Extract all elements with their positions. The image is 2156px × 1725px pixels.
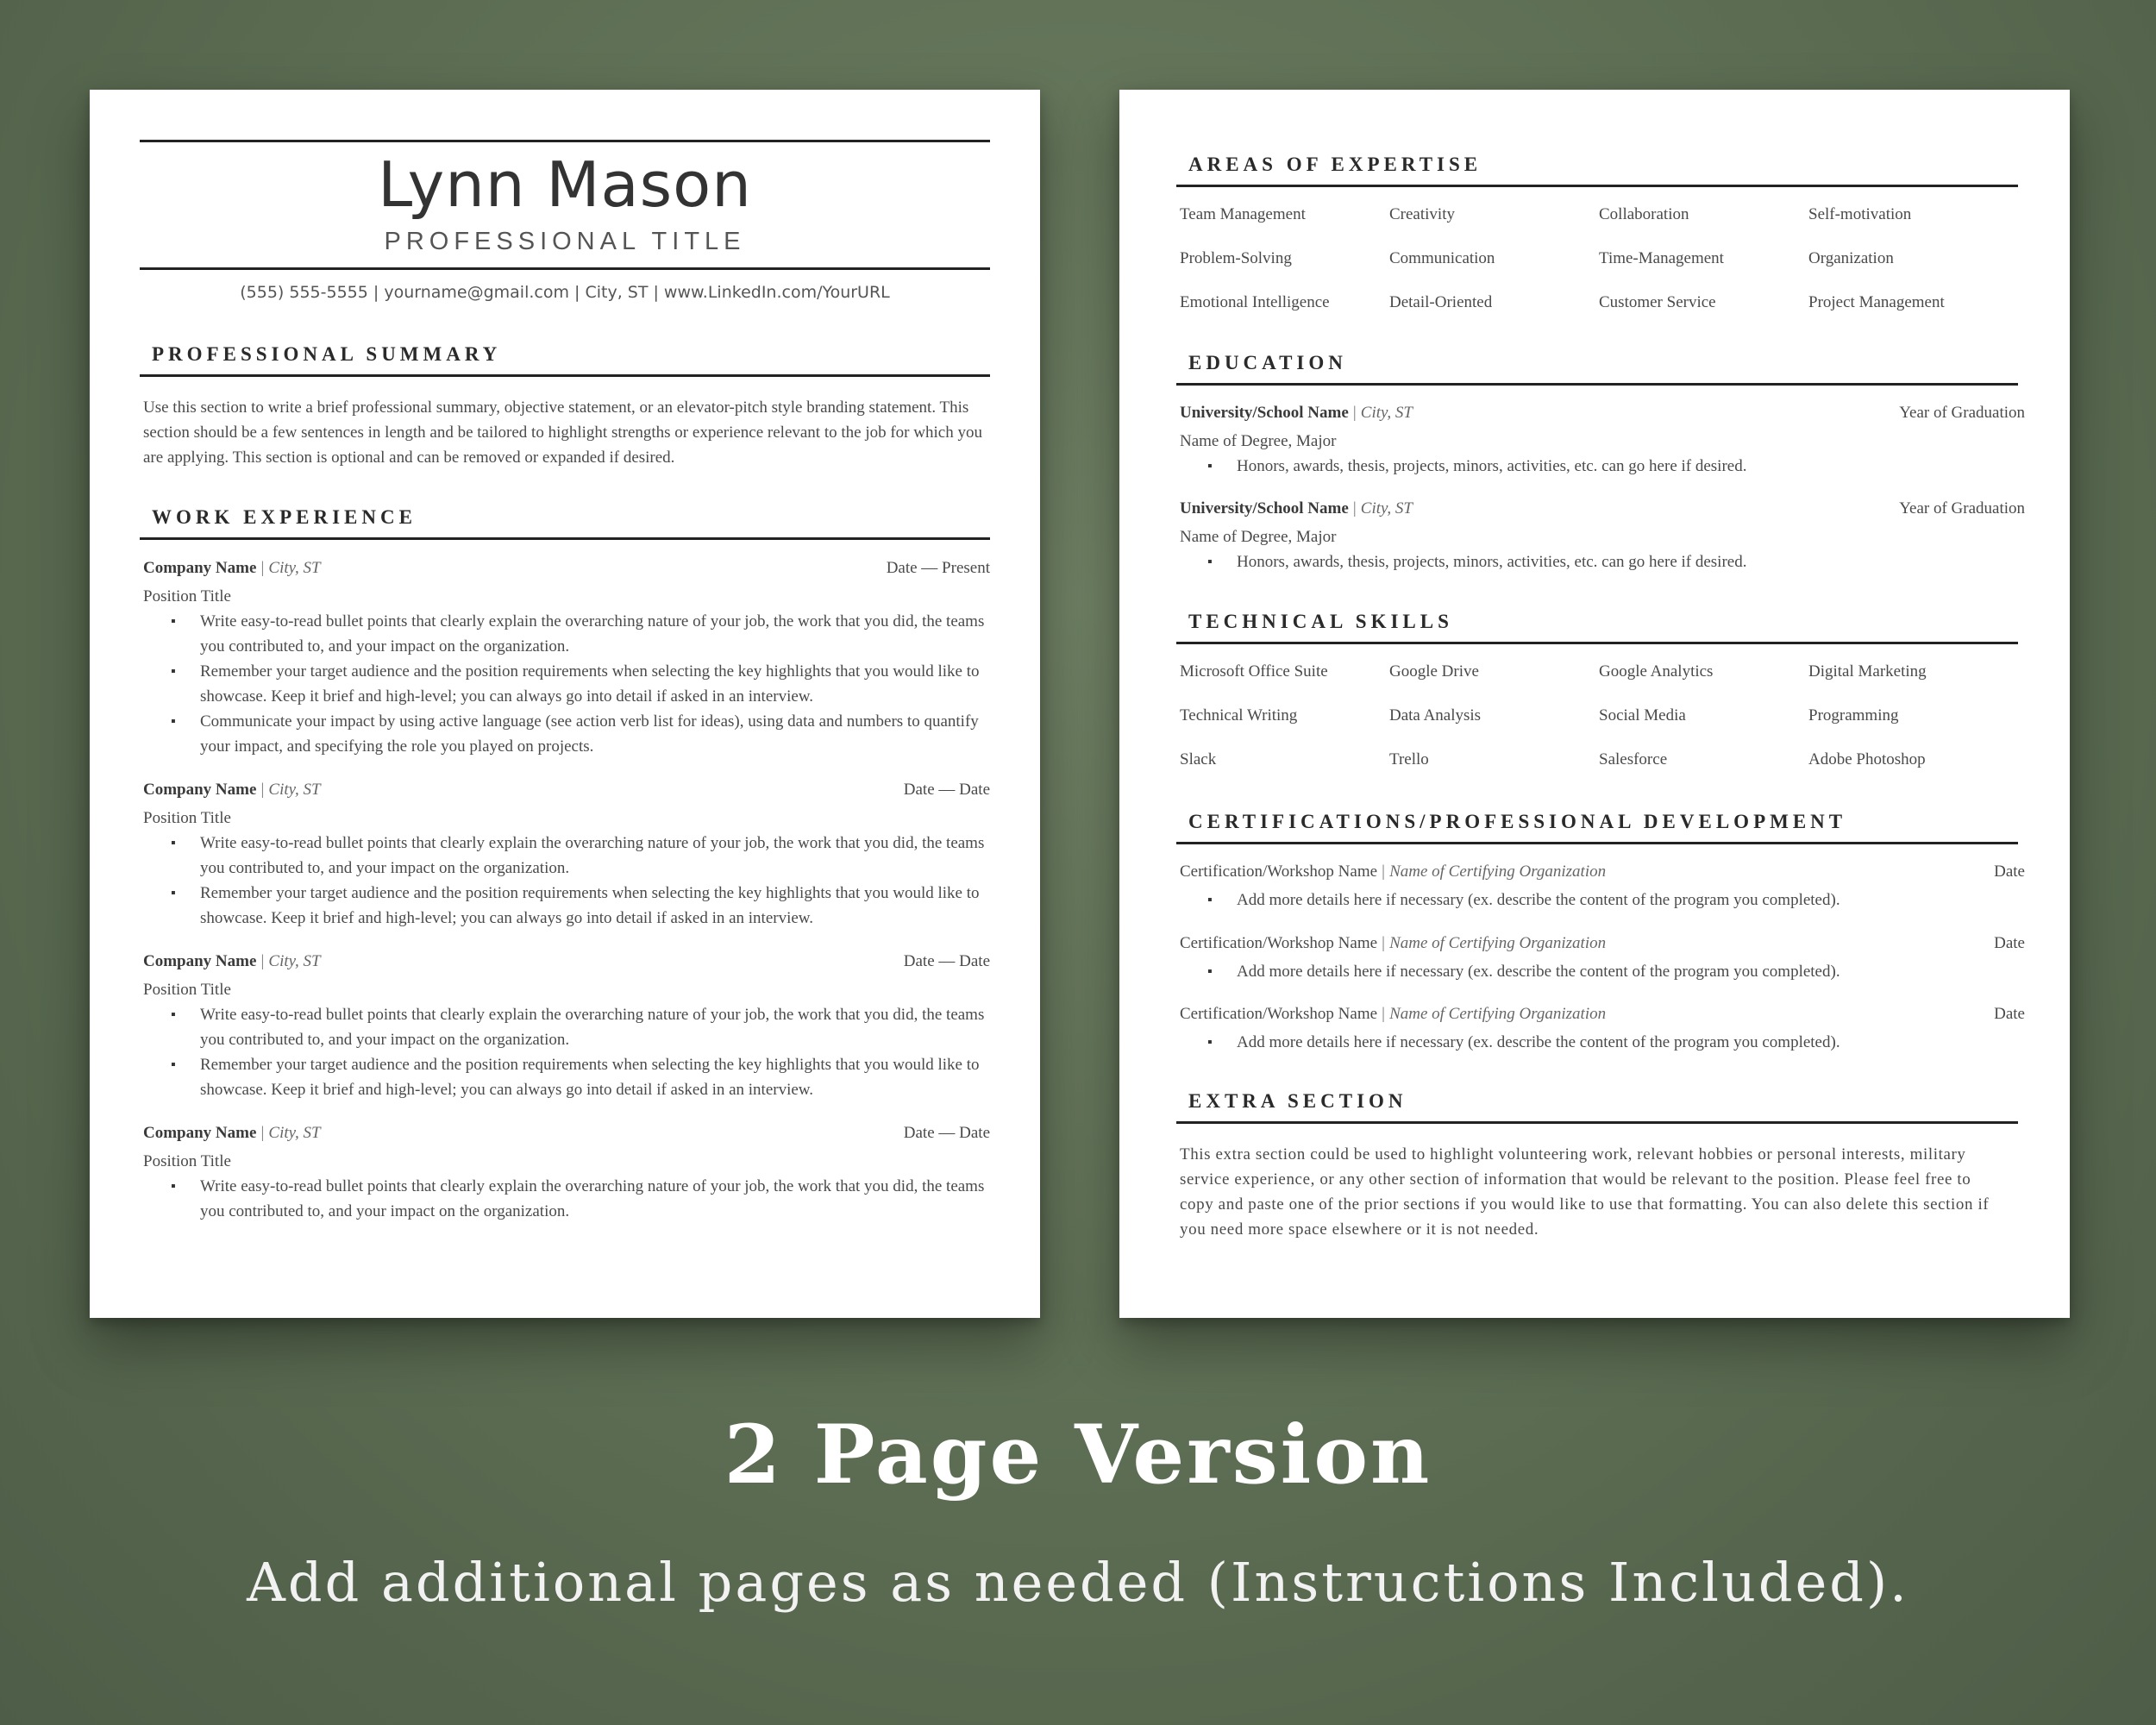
- degree: Name of Degree, Major: [1180, 432, 1337, 450]
- education-entry: [1180, 499, 2025, 574]
- certification-bullet: ▪ Add more details here if necessary (ex. describe the content of the program you completed).: [1237, 1030, 2030, 1055]
- work-rule: [140, 537, 990, 540]
- certification-bullet: ▪ Add more details here if necessary (ex. describe the content of the program you completed).: [1237, 888, 2030, 913]
- separator: |: [1352, 404, 1357, 422]
- header-top-rule: [140, 140, 990, 142]
- job-entry: [143, 559, 990, 759]
- job-date: Date — Date: [903, 952, 990, 970]
- education-bullets: [1180, 454, 2025, 479]
- certification-bullets: [1180, 959, 2025, 984]
- expertise-item: Self-motivation: [1808, 205, 1912, 223]
- graduation-year: Year of Graduation: [1899, 404, 2025, 422]
- certification-date: Date: [1994, 934, 2025, 952]
- position-title: Position Title: [143, 1152, 231, 1170]
- skill-item: Slack: [1180, 750, 1217, 768]
- resume-name: Lynn Mason: [378, 148, 752, 221]
- expertise-item: Team Management: [1180, 205, 1306, 223]
- job-date: Date — Present: [886, 559, 990, 577]
- skill-item: Google Drive: [1389, 662, 1479, 681]
- expertise-item: Communication: [1389, 249, 1495, 267]
- expertise-item: Detail-Oriented: [1389, 293, 1493, 311]
- skill-item: Social Media: [1599, 706, 1686, 724]
- certifications-rule: [1176, 842, 2018, 844]
- separator: |: [1382, 934, 1385, 952]
- extra-text: This extra section could be used to highlight volunteering work, relevant hobbies or personal interests, military service experience, or any other section of information that would be relevant to the position. Please feel free to copy and paste one of the prior sections if you would like to use that formatting. You can also delete this section if you need more space elsewhere or it is not needed.: [1180, 1145, 1990, 1239]
- school-location: City, ST: [1360, 404, 1413, 422]
- skills-rule: [1176, 642, 2018, 644]
- separator: |: [1352, 499, 1357, 518]
- certification-name: Certification/Workshop Name: [1180, 934, 1378, 952]
- certification-entry: [1180, 1005, 2025, 1055]
- certification-date: Date: [1994, 1005, 2025, 1023]
- school-location: City, ST: [1360, 499, 1413, 518]
- certification-entry: [1180, 862, 2025, 913]
- caption-headline: 2 Page Version: [724, 1408, 1432, 1502]
- expertise-item: Project Management: [1808, 293, 1945, 311]
- expertise-heading: AREAS OF EXPERTISE: [1188, 154, 1482, 175]
- school-name: University/School Name: [1180, 404, 1349, 422]
- education-header: [1180, 499, 2025, 524]
- expertise-item: Collaboration: [1599, 205, 1689, 223]
- job-bullet: ▪ Write easy-to-read bullet points that clearly explain the overarching nature of your job, the work that you did, the teams you contributed to, and your impact on the organization.: [200, 1002, 993, 1052]
- skill-item: Salesforce: [1599, 750, 1668, 768]
- work-heading: WORK EXPERIENCE: [152, 506, 417, 528]
- separator: |: [1382, 862, 1385, 881]
- education-heading: EDUCATION: [1188, 352, 1347, 373]
- skill-item: Data Analysis: [1389, 706, 1482, 724]
- certifying-organization: Name of Certifying Organization: [1389, 934, 1607, 952]
- company-location: City, ST: [268, 1124, 321, 1142]
- education-bullet: ▪ Honors, awards, thesis, projects, minors, activities, etc. can go here if desired.: [1237, 454, 2030, 479]
- skills-grid: [1180, 662, 2025, 768]
- certification-bullets: [1180, 1030, 2025, 1055]
- position-title: Position Title: [143, 809, 231, 827]
- skill-item: Trello: [1389, 750, 1429, 768]
- separator: |: [260, 781, 265, 799]
- job-bullets: [143, 1002, 990, 1102]
- separator: |: [1382, 1005, 1385, 1023]
- certification-bullet: ▪ Add more details here if necessary (ex. describe the content of the program you completed).: [1237, 959, 2030, 984]
- degree: Name of Degree, Major: [1180, 528, 1337, 546]
- position-title: Position Title: [143, 981, 231, 999]
- caption-subline: Add additional pages as needed (Instructions Included).: [247, 1551, 1909, 1614]
- job-header: [143, 559, 990, 584]
- separator: |: [260, 559, 265, 577]
- job-entry: [143, 781, 990, 931]
- certification-header: [1180, 1005, 2025, 1030]
- expertise-item: Problem-Solving: [1180, 249, 1292, 267]
- summary-heading: PROFESSIONAL SUMMARY: [152, 343, 502, 365]
- job-header: [143, 952, 990, 977]
- separator: |: [260, 1124, 265, 1142]
- education-rule: [1176, 383, 2018, 386]
- contact-line: (555) 555-5555 | yourname@gmail.com | City, ST | www.LinkedIn.com/YourURL: [240, 283, 890, 302]
- education-bullet: ▪ Honors, awards, thesis, projects, minors, activities, etc. can go here if desired.: [1237, 549, 2030, 574]
- certification-name: Certification/Workshop Name: [1180, 1005, 1378, 1023]
- certification-entry: [1180, 934, 2025, 984]
- expertise-item: Organization: [1808, 249, 1894, 267]
- certification-name: Certification/Workshop Name: [1180, 862, 1378, 881]
- expertise-item: Time-Management: [1599, 249, 1724, 267]
- header-bottom-rule: [140, 267, 990, 270]
- job-header: [143, 781, 990, 806]
- resume-page-2: [1119, 90, 2070, 1318]
- job-header: [143, 1124, 990, 1149]
- skill-item: Technical Writing: [1180, 706, 1298, 724]
- job-bullet: ▪ Write easy-to-read bullet points that clearly explain the overarching nature of your job, the work that you did, the teams you contributed to, and your impact on the organization.: [200, 1174, 993, 1224]
- expertise-grid: [1180, 205, 2025, 311]
- certification-date: Date: [1994, 862, 2025, 881]
- professional-title: PROFESSIONAL TITLE: [384, 228, 746, 255]
- job-bullet: ▪ Remember your target audience and the position requirements when selecting the key highlights that you would like to showcase. Keep it brief and high-level; you can always go into detail if asked in an interview.: [200, 1052, 993, 1102]
- graduation-year: Year of Graduation: [1899, 499, 2025, 518]
- summary-text: Use this section to write a brief professional summary, objective statement, or an elevator-pitch style branding statement. This section should be a few sentences in length and be tailored to highlight strengths or experience relevant to the job for which you are applying. This section is optional and can be removed or expanded if desired.: [143, 398, 982, 467]
- job-bullet: ▪ Communicate your impact by using active language (see action verb list for ideas), using data and numbers to quantify your impact, and specifying the role you played on projects.: [200, 709, 993, 759]
- skill-item: Adobe Photoshop: [1808, 750, 1926, 768]
- certification-header: [1180, 862, 2025, 888]
- summary-rule: [140, 374, 990, 377]
- skill-item: Programming: [1808, 706, 1899, 724]
- job-date: Date — Date: [903, 1124, 990, 1142]
- job-entry: [143, 1124, 990, 1224]
- resume-page-1: [90, 90, 1040, 1318]
- position-title: Position Title: [143, 587, 231, 605]
- job-bullets: [143, 609, 990, 759]
- skill-item: Microsoft Office Suite: [1180, 662, 1328, 681]
- separator: |: [260, 952, 265, 970]
- extra-rule: [1176, 1121, 2018, 1124]
- job-entry: [143, 952, 990, 1102]
- job-bullets: [143, 1174, 990, 1224]
- job-bullet: ▪ Remember your target audience and the position requirements when selecting the key highlights that you would like to showcase. Keep it brief and high-level; you can always go into detail if asked in an interview.: [200, 659, 993, 709]
- expertise-item: Customer Service: [1599, 293, 1716, 311]
- certifying-organization: Name of Certifying Organization: [1389, 862, 1607, 881]
- company-location: City, ST: [268, 559, 321, 577]
- expertise-item: Creativity: [1389, 205, 1455, 223]
- company-name: Company Name: [143, 781, 257, 799]
- skill-item: Google Analytics: [1599, 662, 1714, 681]
- extra-heading: EXTRA SECTION: [1188, 1090, 1407, 1112]
- company-location: City, ST: [268, 781, 321, 799]
- certification-header: [1180, 934, 2025, 959]
- skills-heading: TECHNICAL SKILLS: [1188, 611, 1453, 632]
- company-name: Company Name: [143, 952, 257, 970]
- job-bullets: [143, 831, 990, 931]
- expertise-item: Emotional Intelligence: [1180, 293, 1330, 311]
- certifying-organization: Name of Certifying Organization: [1389, 1005, 1607, 1023]
- education-header: [1180, 404, 2025, 429]
- job-date: Date — Date: [903, 781, 990, 799]
- job-bullet: ▪ Write easy-to-read bullet points that clearly explain the overarching nature of your job, the work that you did, the teams you contributed to, and your impact on the organization.: [200, 609, 993, 659]
- company-name: Company Name: [143, 559, 257, 577]
- company-name: Company Name: [143, 1124, 257, 1142]
- expertise-rule: [1176, 185, 2018, 187]
- job-bullet: ▪ Write easy-to-read bullet points that clearly explain the overarching nature of your job, the work that you did, the teams you contributed to, and your impact on the organization.: [200, 831, 993, 881]
- education-bullets: [1180, 549, 2025, 574]
- company-location: City, ST: [268, 952, 321, 970]
- certifications-heading: CERTIFICATIONS/PROFESSIONAL DEVELOPMENT: [1188, 811, 1847, 832]
- education-entry: [1180, 404, 2025, 479]
- job-bullet: ▪ Remember your target audience and the position requirements when selecting the key highlights that you would like to showcase. Keep it brief and high-level; you can always go into detail if asked in an interview.: [200, 881, 993, 931]
- certification-bullets: [1180, 888, 2025, 913]
- school-name: University/School Name: [1180, 499, 1349, 518]
- skill-item: Digital Marketing: [1808, 662, 1927, 681]
